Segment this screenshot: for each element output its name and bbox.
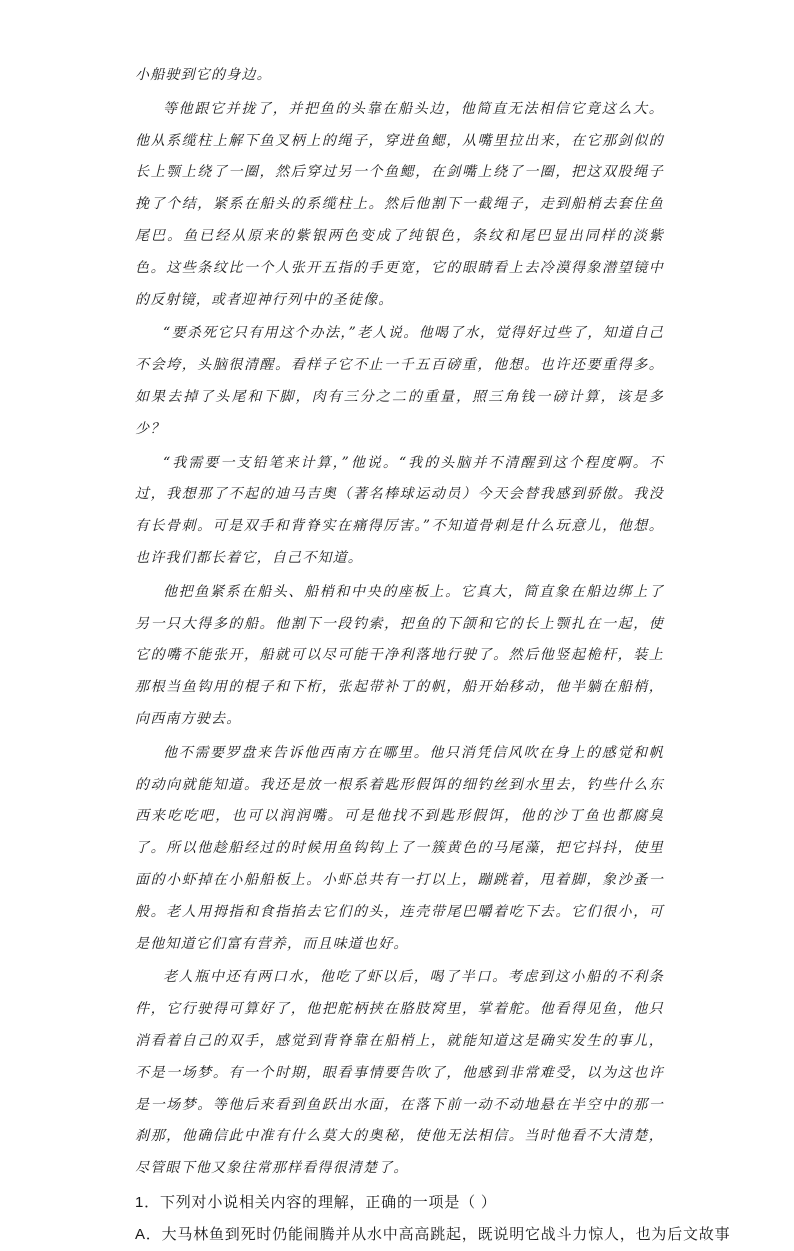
paragraph: 老人瓶中还有两口水，他吃了虾以后，喝了半口。考虑到这小船的不利条件，它行驶得可算好了，他把舵柄挟在胳肢窝里，掌着舵。他看得见鱼，他只消看着自己的双手，感觉到背脊靠在船梢上，就能知道这是确实发生的事儿，不是一场梦。有一个时期，眼看事情要告吹了，他感到非常难受，以为这也许是一场梦。等他后来看到鱼跃出水面，在落下前一动不动地悬在半空中的那一刹那，他确信此中准有什么莫大的奥秘，使他无法相信。当时他看不大清楚，尽管眼下他又象往常那样看得很清楚了。 — [135, 969, 664, 1177]
paragraph: 等他跟它并拢了，并把鱼的头靠在船头边，他简直无法相信它竟这么大。他从系缆柱上解下鱼叉柄上的绳子，穿进鱼鳃，从嘴里拉出来，在它那剑似的长上颚上绕了一圈，然后穿过另一个鱼鳃，在剑嘴上绕了一圈，把这双股绳子挽了个结，紧系在船头的系缆柱上。然后他割下一截绳子，走到船梢去套住鱼尾巴。鱼已经从原来的紫银两色变成了纯银色，条纹和尾巴显出同样的淡紫色。这些条纹比一个人张开五指的手更宽，它的眼睛看上去冷漠得象潜望镜中的反射镜，或者迎神行列中的圣徒像。 — [135, 100, 664, 308]
paragraph: 他不需要罗盘来告诉他西南方在哪里。他只消凭信风吹在身上的感觉和帆的动向就能知道。我还是放一根系着匙形假饵的细钓丝到水里去，钓些什么东西来吃吃吧，也可以润润嘴。可是他找不到匙形假饵，他的沙丁鱼也都腐臭了。所以他趁船经过的时候用鱼钩钩上了一簇黄色的马尾藻，把它抖抖，使里面的小虾掉在小船船板上。小虾总共有一打以上，蹦跳着，甩着脚，象沙蚤一般。老人用拇指和食指掐去它们的头，连壳带尾巴嚼着吃下去。它们很小，可是他知道它们富有营养，而且味道也好。 — [135, 744, 664, 952]
question-stem: 1．下列对小说相关内容的理解，正确的一项是（ ） — [135, 1193, 497, 1211]
paragraph: “我需要一支铅笔来计算，”他说。“我的头脑并不清醒到这个程度啊。不过，我想那了不起的迪马吉奥（著名棒球运动员）今天会替我感到骄傲。我没有长骨刺。可是双手和背脊实在痛得厉害。”不知道骨刺是什么玩意儿，他想。也许我们都长着它，自己不知道。 — [135, 454, 664, 566]
story-text — [135, 60, 664, 1185]
paragraph: “要杀死它只有用这个办法，”老人说。他喝了水，觉得好过些了，知道自己不会垮，头脑很清醒。看样子它不止一千五百磅重，他想。也许还要重得多。如果去掉了头尾和下脚，肉有三分之二的重量，照三角钱一磅计算，该是多少？ — [135, 325, 664, 437]
question-block — [135, 1187, 731, 1251]
paragraph: 小船驶到它的身边。 — [135, 67, 272, 83]
paragraph: 他把鱼紧系在船头、船梢和中央的座板上。它真大，简直象在船边绑上了另一只大得多的船。他割下一段钓索，把鱼的下颌和它的长上颚扎在一起，使它的嘴不能张开，船就可以尽可能干净利落地行驶了。然后他竖起桅杆，装上那根当鱼钩用的棍子和下桁，张起带补丁的帆，船开始移动，他半躺在船梢，向西南方驶去。 — [135, 583, 664, 727]
option-a: A．大马林鱼到死时仍能闹腾并从水中高高跳起，既说明它战斗力惊人，也为后文故事 — [135, 1225, 731, 1243]
